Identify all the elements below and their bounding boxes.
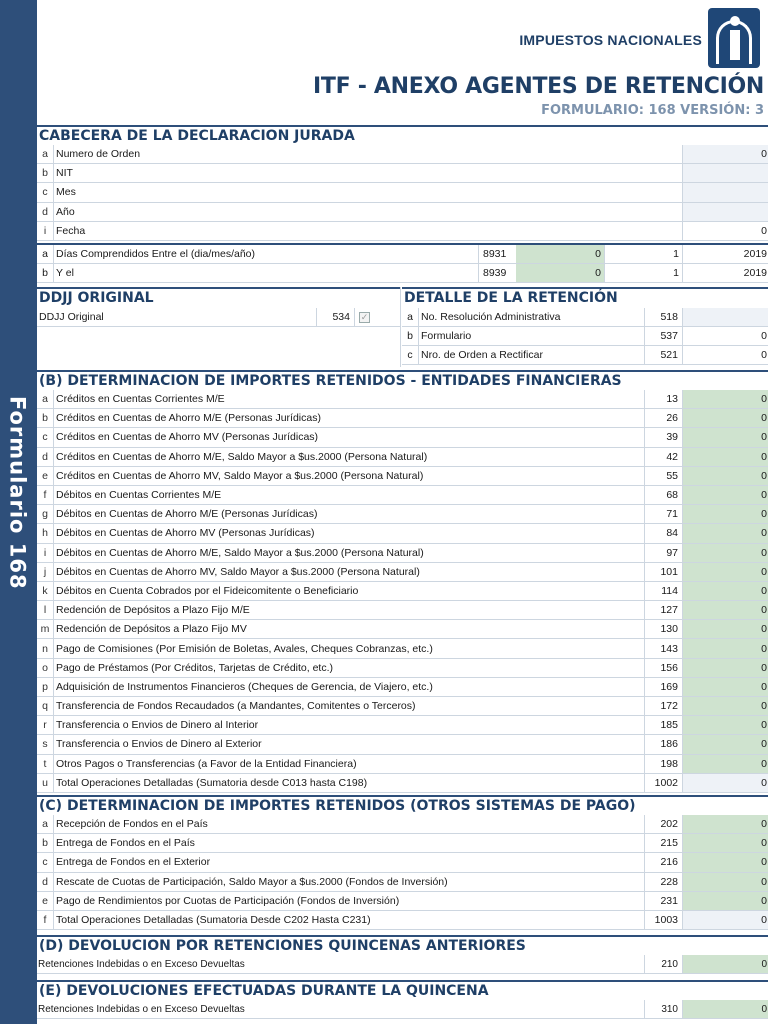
row-code: 185: [644, 716, 682, 734]
retenciones-anteriores-field[interactable]: 0: [682, 955, 768, 973]
section-title: (C) DETERMINACION DE IMPORTES RETENIDOS (OTROS SISTEMAS DE PAGO): [37, 795, 768, 815]
row-code: 186: [644, 735, 682, 753]
row-code: 97: [644, 544, 682, 562]
row-label: Total Operaciones Detalladas (Sumatoria Desde C202 Hasta C231): [56, 914, 371, 927]
fecha-field[interactable]: 0: [682, 222, 768, 240]
row-letter: k: [37, 582, 54, 600]
row-label: Débitos en Cuentas de Ahorro M/E (Personas Jurídicas): [56, 508, 318, 521]
amount-field[interactable]: 0: [682, 486, 768, 504]
row-code: 13: [644, 390, 682, 408]
table-row: [37, 755, 768, 774]
table-row: [37, 815, 768, 834]
ano-desde-field[interactable]: 2019: [682, 245, 768, 263]
amount-field[interactable]: 0: [682, 716, 768, 734]
section-e-row: [37, 1000, 768, 1019]
row-label: Adquisición de Instrumentos Financieros (Cheques de Gerencia, de Viajero, etc.): [56, 680, 433, 693]
amount-field[interactable]: 0: [682, 620, 768, 638]
section-title: CABECERA DE LA DECLARACION JURADA: [37, 125, 768, 145]
row-label: Entrega de Fondos en el Exterior: [56, 856, 211, 869]
amount-field[interactable]: 0: [682, 774, 768, 792]
row-label: Redención de Depósitos a Plazo Fijo M/E: [56, 604, 250, 617]
row-code: 228: [644, 873, 682, 891]
row-label: Retenciones Indebidas o en Exceso Devueltas: [38, 958, 245, 970]
row-label: Recepción de Fondos en el País: [56, 818, 208, 831]
row-letter: r: [37, 716, 54, 734]
table-row: [37, 735, 768, 754]
row-letter: c: [402, 346, 419, 364]
table-row: [37, 853, 768, 872]
row-label: Mes: [56, 186, 76, 199]
row-label: Rescate de Cuotas de Participación, Saldo Mayor a $us.2000 (Fondos de Inversión): [56, 875, 448, 888]
row-label: Año: [56, 205, 75, 218]
row-label: Transferencia o Envios de Dinero al Interior: [56, 719, 259, 732]
table-row: [37, 563, 768, 582]
section-title: DETALLE DE LA RETENCIÓN: [402, 287, 768, 308]
amount-field[interactable]: 0: [682, 582, 768, 600]
row-code: 310: [644, 1000, 682, 1018]
row-label: DDJJ Original: [39, 311, 104, 323]
sidebar-label: Formulario 168: [5, 396, 30, 590]
section-b-rows: [37, 390, 768, 793]
cabecera-row-nit: [37, 164, 768, 183]
amount-field[interactable]: 0: [682, 428, 768, 446]
table-row: [37, 873, 768, 892]
mes-hasta-field[interactable]: 1: [604, 264, 682, 282]
row-letter: n: [37, 639, 54, 657]
row-label: Débitos en Cuentas de Ahorro M/E, Saldo Mayor a $us.2000 (Persona Natural): [56, 546, 424, 559]
section-ddjj-detalle: [37, 287, 768, 367]
row-code: 42: [644, 448, 682, 466]
row-letter: b: [37, 409, 54, 427]
amount-field[interactable]: 0: [682, 834, 768, 852]
nit-field[interactable]: [682, 164, 768, 182]
section-detalle-retencion: [402, 287, 768, 367]
row-code: 215: [644, 834, 682, 852]
amount-field[interactable]: 0: [682, 409, 768, 427]
row-code: 68: [644, 486, 682, 504]
section-cabecera: [37, 125, 768, 241]
mes-field[interactable]: [682, 183, 768, 201]
row-letter: c: [37, 183, 54, 201]
table-row: [37, 834, 768, 853]
ddjj-original-cell: [354, 308, 400, 326]
row-letter: t: [37, 755, 54, 773]
row-code: 518: [644, 308, 682, 326]
table-row: [37, 409, 768, 428]
row-code: 1003: [644, 911, 682, 929]
row-letter: j: [37, 563, 54, 581]
row-code: 1002: [644, 774, 682, 792]
row-label: Entrega de Fondos en el País: [56, 837, 195, 850]
resolucion-field[interactable]: [682, 308, 768, 326]
table-row: [37, 678, 768, 697]
row-label: Días Comprendidos Entre el (dia/mes/año): [56, 248, 256, 260]
form-version: FORMULARIO: 168 VERSIÓN: 3: [541, 103, 764, 118]
row-label: Transferencia o Envios de Dinero al Exterior: [56, 738, 262, 751]
row-label: Créditos en Cuentas de Ahorro MV, Saldo Mayor a $us.2000 (Persona Natural): [56, 469, 424, 482]
row-letter: a: [37, 390, 54, 408]
amount-field[interactable]: 0: [682, 659, 768, 677]
row-code: 71: [644, 505, 682, 523]
row-label: No. Resolución Administrativa: [421, 311, 561, 323]
row-label: Nro. de Orden a Rectificar: [421, 349, 543, 361]
row-code: 8931: [478, 245, 516, 263]
row-label: Créditos en Cuentas de Ahorro M/E, Saldo Mayor a $us.2000 (Persona Natural): [56, 450, 428, 463]
row-code: 216: [644, 853, 682, 871]
row-code: 114: [644, 582, 682, 600]
row-code: 534: [316, 308, 354, 326]
row-letter: c: [37, 853, 54, 871]
table-row: [37, 486, 768, 505]
amount-field[interactable]: 0: [682, 467, 768, 485]
amount-field[interactable]: 0: [682, 563, 768, 581]
row-letter: b: [402, 327, 419, 345]
row-letter: f: [37, 486, 54, 504]
section-title: (D) DEVOLUCION POR RETENCIONES QUINCENAS ANTERIORES: [37, 935, 768, 955]
row-letter: q: [37, 697, 54, 715]
table-row: [37, 697, 768, 716]
row-letter: b: [37, 164, 54, 182]
periodo-row-hasta: [37, 264, 768, 283]
row-letter: d: [37, 448, 54, 466]
section-b: [37, 370, 768, 793]
table-row: [37, 911, 768, 930]
amount-field[interactable]: 0: [682, 873, 768, 891]
row-label: Numero de Orden: [56, 148, 141, 161]
dia-hasta-field[interactable]: 0: [516, 264, 604, 282]
table-row: [37, 582, 768, 601]
detalle-row-formulario: [402, 327, 768, 346]
table-row: [37, 505, 768, 524]
row-label: Débitos en Cuenta Cobrados por el Fideicomitente o Beneficiario: [56, 584, 359, 597]
section-periodo: [37, 243, 768, 283]
row-label: Redención de Depósitos a Plazo Fijo MV: [56, 623, 247, 636]
ano-field[interactable]: [682, 203, 768, 221]
row-label: Débitos en Cuentas de Ahorro MV, Saldo Mayor a $us.2000 (Persona Natural): [56, 565, 420, 578]
row-letter: e: [37, 892, 54, 910]
row-label: Créditos en Cuentas Corrientes M/E: [56, 393, 225, 406]
row-letter: c: [37, 428, 54, 446]
row-label: Fecha: [56, 224, 86, 237]
detalle-row-orden-rectificar: [402, 346, 768, 365]
amount-field[interactable]: 0: [682, 390, 768, 408]
row-letter: d: [37, 873, 54, 891]
row-label: Transferencia de Fondos Recaudados (a Mandantes, Comitentes o Terceros): [56, 700, 416, 713]
row-code: 26: [644, 409, 682, 427]
section-ddjj-original: [37, 287, 401, 367]
row-letter: a: [37, 245, 54, 263]
row-letter: d: [37, 203, 54, 221]
cabecera-row-mes: [37, 183, 768, 202]
row-letter: o: [37, 659, 54, 677]
ano-hasta-field[interactable]: 2019: [682, 264, 768, 282]
amount-field[interactable]: 0: [682, 911, 768, 929]
row-label: Débitos en Cuentas Corrientes M/E: [56, 489, 222, 502]
row-label: NIT: [56, 167, 73, 180]
row-code: 231: [644, 892, 682, 910]
table-row: [37, 524, 768, 543]
section-title: DDJJ ORIGINAL: [37, 287, 400, 308]
detalle-row-resolucion: [402, 308, 768, 327]
row-letter: g: [37, 505, 54, 523]
row-letter: i: [37, 222, 54, 240]
table-row: [37, 639, 768, 658]
row-code: 198: [644, 755, 682, 773]
amount-field[interactable]: 0: [682, 524, 768, 542]
numero-orden-field[interactable]: 0: [682, 145, 768, 163]
row-letter: l: [37, 601, 54, 619]
row-code: 101: [644, 563, 682, 581]
amount-field[interactable]: 0: [682, 735, 768, 753]
row-letter: m: [37, 620, 54, 638]
section-c: [37, 795, 768, 930]
form-title: ITF - ANEXO AGENTES DE RETENCIÓN: [313, 74, 764, 99]
row-letter: a: [402, 308, 419, 326]
amount-field[interactable]: 0: [682, 697, 768, 715]
row-label: Formulario: [421, 330, 472, 342]
row-label: Pago de Comisiones (Por Emisión de Boletas, Avales, Cheques Cobranzas, etc.): [56, 642, 433, 655]
row-code: 202: [644, 815, 682, 833]
amount-field[interactable]: 0: [682, 815, 768, 833]
row-label: Y el: [56, 267, 74, 279]
row-code: 521: [644, 346, 682, 364]
row-letter: u: [37, 774, 54, 792]
table-row: [37, 390, 768, 409]
amount-field[interactable]: 0: [682, 505, 768, 523]
table-row: [37, 774, 768, 793]
retenciones-quincena-field[interactable]: 0: [682, 1000, 768, 1018]
row-letter: b: [37, 264, 54, 282]
row-code: 537: [644, 327, 682, 345]
amount-field[interactable]: 0: [682, 601, 768, 619]
row-code: 143: [644, 639, 682, 657]
row-label: Créditos en Cuentas de Ahorro M/E (Personas Jurídicas): [56, 412, 321, 425]
impuestos-logo-icon: [704, 8, 760, 68]
row-label: Otros Pagos o Transferencias (a Favor de la Entidad Financiera): [56, 757, 357, 770]
row-code: 172: [644, 697, 682, 715]
table-row: [37, 659, 768, 678]
row-code: 127: [644, 601, 682, 619]
amount-field[interactable]: 0: [682, 853, 768, 871]
section-c-rows: [37, 815, 768, 930]
row-code: 39: [644, 428, 682, 446]
row-code: 55: [644, 467, 682, 485]
table-row: [37, 620, 768, 639]
row-code: 8939: [478, 264, 516, 282]
row-letter: f: [37, 911, 54, 929]
row-label: Créditos en Cuentas de Ahorro MV (Personas Jurídicas): [56, 431, 319, 444]
table-row: [37, 448, 768, 467]
row-letter: a: [37, 815, 54, 833]
table-row: [37, 428, 768, 447]
periodo-row-desde: [37, 245, 768, 264]
row-letter: e: [37, 467, 54, 485]
row-code: 169: [644, 678, 682, 696]
cabecera-row-ano: [37, 203, 768, 222]
row-letter: a: [37, 145, 54, 163]
dia-desde-field[interactable]: 0: [516, 245, 604, 263]
row-label: Pago de Préstamos (Por Créditos, Tarjetas de Crédito, etc.): [56, 661, 334, 674]
row-code: 130: [644, 620, 682, 638]
section-title: (E) DEVOLUCIONES EFECTUADAS DURANTE LA QUINCENA: [37, 980, 768, 1000]
row-label: Total Operaciones Detalladas (Sumatoria desde C013 hasta C198): [56, 776, 368, 789]
section-d-row: [37, 955, 768, 974]
row-label: Débitos en Cuentas de Ahorro MV (Personas Jurídicas): [56, 527, 315, 540]
amount-field[interactable]: 0: [682, 639, 768, 657]
row-letter: b: [37, 834, 54, 852]
amount-field[interactable]: 0: [682, 678, 768, 696]
row-label: Pago de Rendimientos por Cuotas de Participación (Fondos de Inversión): [56, 894, 400, 907]
amount-field[interactable]: 0: [682, 892, 768, 910]
formulario-field[interactable]: 0: [682, 327, 768, 345]
row-letter: i: [37, 544, 54, 562]
table-row: [37, 467, 768, 486]
form-main: [35, 0, 768, 1024]
row-code: 84: [644, 524, 682, 542]
cabecera-row-fecha: [37, 222, 768, 241]
amount-field[interactable]: 0: [682, 544, 768, 562]
table-row: [37, 544, 768, 563]
ddjj-original-checkbox[interactable]: ✓: [360, 311, 369, 322]
row-letter: p: [37, 678, 54, 696]
amount-field[interactable]: 0: [682, 448, 768, 466]
table-row: [37, 716, 768, 735]
row-code: 210: [644, 955, 682, 973]
table-row: [37, 892, 768, 911]
section-e: [37, 980, 768, 1019]
cabecera-row-numero-orden: [37, 145, 768, 164]
amount-field[interactable]: 0: [682, 755, 768, 773]
ddjj-original-row: [37, 308, 400, 327]
row-label: Retenciones Indebidas o en Exceso Devueltas: [38, 1003, 245, 1015]
row-letter: s: [37, 735, 54, 753]
mes-desde-field[interactable]: 1: [604, 245, 682, 263]
agency-name: IMPUESTOS NACIONALES: [519, 32, 702, 48]
row-letter: h: [37, 524, 54, 542]
table-row: [37, 601, 768, 620]
row-code: 156: [644, 659, 682, 677]
sidebar: [0, 0, 35, 1024]
section-d: [37, 935, 768, 974]
orden-rectificar-field[interactable]: 0: [682, 346, 768, 364]
section-title: (B) DETERMINACION DE IMPORTES RETENIDOS - ENTIDADES FINANCIERAS: [37, 370, 768, 390]
